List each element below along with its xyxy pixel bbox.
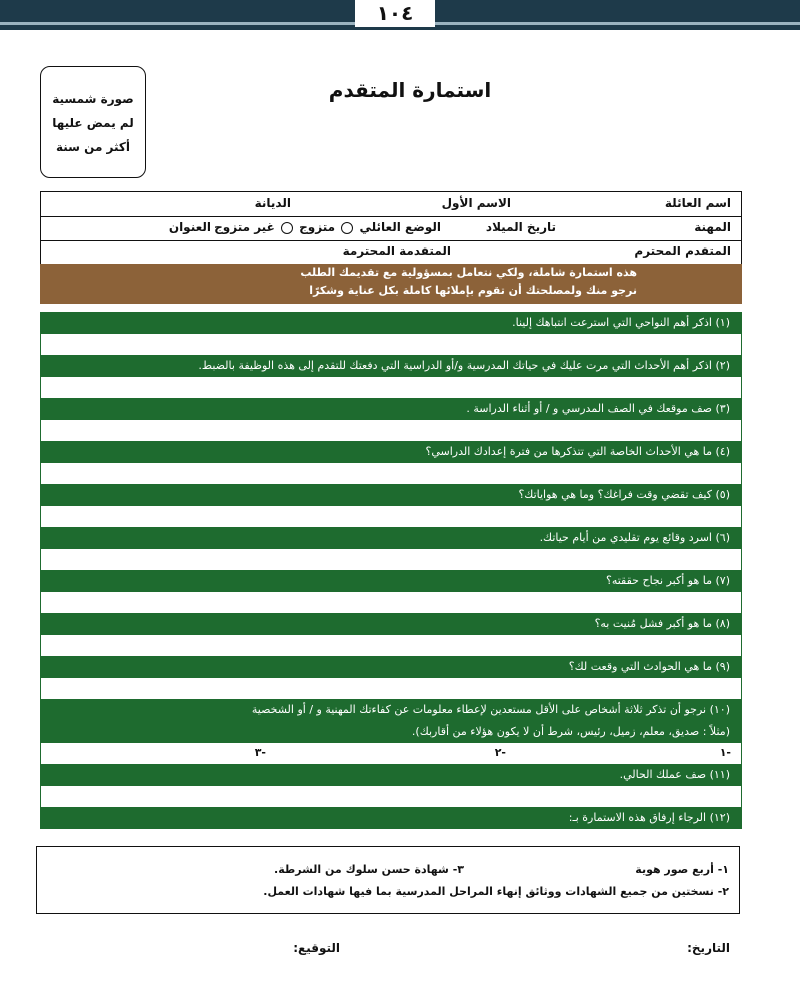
question-3: (٣) صف موقعك في الصف المدرسي و / أو أثناء الدراسة .: [40, 398, 742, 420]
mr-applicant-label: المتقدم المحترم: [634, 244, 731, 258]
info-row-2: [41, 216, 741, 241]
references-row: [40, 743, 742, 764]
not-married-label: غير متزوج: [214, 220, 275, 234]
marital-status-group: [214, 220, 441, 234]
photo-box-line-2: لم يمض عليها: [52, 116, 134, 130]
photo-box-line-3: أكثر من سنة: [55, 140, 130, 154]
applicant-info-table: [40, 191, 742, 265]
answer-field-3[interactable]: [40, 420, 742, 441]
question-1: (١) اذكر أهم النواحي التي استرعت انتباهك إلينا.: [40, 312, 742, 334]
question-11: (١١) صف عملك الحالي.: [40, 764, 742, 786]
info-row-3: [41, 240, 741, 264]
photo-box-line-1: صورة شمسية: [52, 92, 134, 106]
page-number: ١٠٤: [355, 0, 435, 27]
question-8: (٨) ما هو أكبر فشل مُنيت به؟: [40, 613, 742, 635]
photo-placeholder-box[interactable]: [40, 66, 146, 178]
birth-date-label[interactable]: تاريخ الميلاد: [485, 220, 556, 234]
question-7: (٧) ما هو أكبر نجاح حققته؟: [40, 570, 742, 592]
signature-label[interactable]: التوقيع:: [293, 941, 340, 955]
married-radio[interactable]: [341, 222, 353, 234]
attachment-item-3: ٣- شهادة حسن سلوك من الشرطة.: [274, 863, 464, 876]
question-4: (٤) ما هي الأحداث الخاصة التي تتذكرها من فترة إعدادك الدراسي؟: [40, 441, 742, 463]
reference-2-field[interactable]: -٢: [494, 746, 506, 759]
question-2: (٢) اذكر أهم الأحداث التي مرت عليك في حياتك المدرسية و/أو الدراسية التي دفعتك للتقدم إلى هذه الوظيفة بالضبط.: [40, 355, 742, 377]
answer-field-2[interactable]: [40, 377, 742, 398]
answer-field-5[interactable]: [40, 506, 742, 527]
first-name-label[interactable]: الاسم الأول: [441, 196, 511, 210]
answer-field-9[interactable]: [40, 678, 742, 699]
info-row-1: [41, 192, 741, 217]
attachments-box: [36, 846, 740, 914]
question-10-line-1: (١٠) نرجو أن تذكر ثلاثة أشخاص على الأقل مستعدين لإعطاء معلومات عن كفاءتك المهنية و / أو الشخصية: [251, 703, 730, 716]
notice-banner: [40, 264, 742, 304]
question-6: (٦) اسرد وقائع يوم تقليدي من أيام حياتك.: [40, 527, 742, 549]
attachment-item-1: ١- أربع صور هوية: [635, 863, 729, 876]
reference-1-field[interactable]: -١: [719, 746, 731, 759]
question-9: (٩) ما هي الحوادث التي وقعت لك؟: [40, 656, 742, 678]
question-10-line-2: (مثلاً : صديق، معلم، زميل، رئيس، شرط أن لا يكون هؤلاء من أقاربك).: [411, 725, 730, 738]
address-label[interactable]: العنوان: [168, 220, 211, 234]
answer-field-11[interactable]: [40, 786, 742, 807]
notice-line-1: هذه استمارة شاملة، ولكي نتعامل بمسؤولية مع تقديمك الطلب: [300, 266, 637, 279]
marital-status-label: الوضع العائلي: [359, 220, 441, 234]
attachment-item-2: ٢- نسختين من جميع الشهادات ووثائق إنهاء المراحل المدرسية بما فيها شهادات العمل.: [263, 885, 729, 898]
religion-label[interactable]: الديانة: [254, 196, 291, 210]
question-10: [40, 699, 742, 743]
answer-field-4[interactable]: [40, 463, 742, 484]
question-12: (١٢) الرجاء إرفاق هذه الاستمارة بـ:: [40, 807, 742, 829]
notice-line-2: نرجو منك ولمصلحتك أن تقوم بإملائها كاملة بكل عناية وشكرًا: [309, 284, 637, 297]
not-married-radio[interactable]: [281, 222, 293, 234]
family-name-label[interactable]: اسم العائلة: [664, 196, 731, 210]
question-5: (٥) كيف تقضي وقت فراغك؟ وما هي هواياتك؟: [40, 484, 742, 506]
married-label: متزوج: [299, 220, 336, 234]
date-label[interactable]: التاريخ:: [687, 941, 730, 955]
top-bar: [0, 0, 800, 30]
reference-3-field[interactable]: -٣: [254, 746, 266, 759]
profession-label[interactable]: المهنة: [694, 220, 731, 234]
answer-field-1[interactable]: [40, 334, 742, 355]
mrs-applicant-label: المتقدمة المحترمة: [342, 244, 451, 258]
answer-field-6[interactable]: [40, 549, 742, 570]
answer-field-8[interactable]: [40, 635, 742, 656]
answer-field-7[interactable]: [40, 592, 742, 613]
form-title: استمارة المتقدم: [328, 78, 492, 102]
